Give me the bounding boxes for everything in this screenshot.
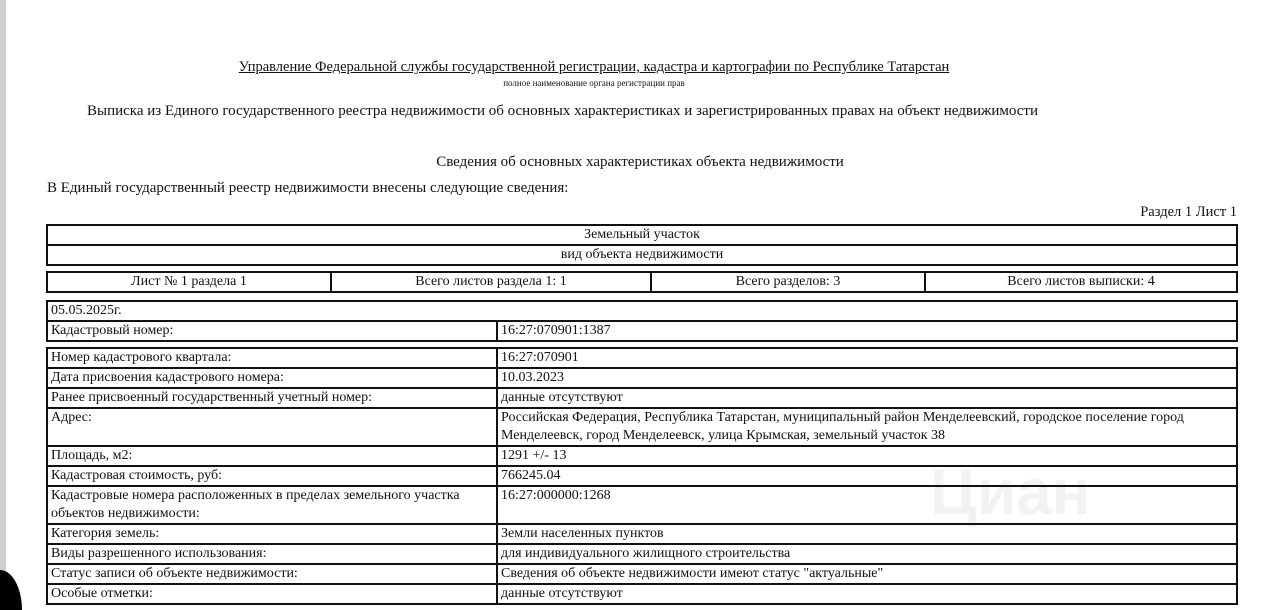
authority-name: Управление Федеральной службы государственной регистрации, кадастра и картографии по Республике Татарстан bbox=[238, 59, 950, 75]
table-row bbox=[47, 388, 1237, 408]
row-value: Земли населенных пунктов bbox=[497, 524, 1237, 544]
row-label: Площадь, м2: bbox=[47, 446, 497, 466]
table-row bbox=[47, 368, 1237, 388]
row-label: Номер кадастрового квартала: bbox=[47, 348, 497, 368]
object-type: Земельный участок bbox=[47, 225, 1237, 245]
table-row bbox=[47, 584, 1237, 604]
row-value: для индивидуального жилищного строительства bbox=[497, 544, 1237, 564]
row-label: Адрес: bbox=[47, 408, 497, 446]
table-row bbox=[47, 524, 1237, 544]
sheet-reference: Раздел 1 Лист 1 bbox=[1140, 204, 1237, 220]
table-row bbox=[47, 348, 1237, 368]
row-value: данные отсутствуют bbox=[497, 388, 1237, 408]
row-label: Кадастровая стоимость, руб: bbox=[47, 466, 497, 486]
device-corner bbox=[0, 570, 22, 610]
row-value: 16:27:070901:1387 bbox=[497, 321, 1237, 341]
row-value: 1291 +/- 13 bbox=[497, 446, 1237, 466]
table-row bbox=[47, 466, 1237, 486]
table-row bbox=[47, 408, 1237, 446]
extract-sheets-total: Всего листов выписки: 4 bbox=[925, 272, 1237, 292]
watermark-logo: Циан bbox=[930, 456, 1091, 528]
sheet-number: Лист № 1 раздела 1 bbox=[47, 272, 331, 292]
row-label: Кадастровый номер: bbox=[47, 321, 497, 341]
row-value: данные отсутствуют bbox=[497, 584, 1237, 604]
document-title: Выписка из Единого государственного реестра недвижимости об основных характеристиках и зарегистрированных правах на объект недвижимости bbox=[87, 103, 1039, 119]
object-type-caption: вид объекта недвижимости bbox=[47, 245, 1237, 265]
row-label: Виды разрешенного использования: bbox=[47, 544, 497, 564]
row-value: 16:27:070901 bbox=[497, 348, 1237, 368]
row-value: 766245.04 bbox=[497, 466, 1237, 486]
row-label: Особые отметки: bbox=[47, 584, 497, 604]
section-sheets-total: Всего листов раздела 1: 1 bbox=[331, 272, 651, 292]
row-label: Статус записи об объекте недвижимости: bbox=[47, 564, 497, 584]
table-row bbox=[47, 446, 1237, 466]
sheet-info-table bbox=[46, 271, 1238, 293]
authority-caption: полное наименование органа регистрации прав bbox=[503, 78, 685, 88]
row-label: Дата присвоения кадастрового номера: bbox=[47, 368, 497, 388]
table-row bbox=[47, 486, 1237, 524]
row-value: Сведения об объекте недвижимости имеют статус "актуальные" bbox=[497, 564, 1237, 584]
section-title: Сведения об основных характеристиках объекта недвижимости bbox=[436, 154, 844, 170]
extract-date: 05.05.2025г. bbox=[47, 301, 1237, 321]
table-row bbox=[47, 321, 1237, 341]
sections-total: Всего разделов: 3 bbox=[651, 272, 925, 292]
object-type-table bbox=[46, 224, 1238, 266]
characteristics-table bbox=[46, 347, 1238, 605]
cadastral-table bbox=[46, 300, 1238, 342]
intro-text: В Единый государственный реестр недвижимости внесены следующие сведения: bbox=[47, 180, 569, 196]
page-left-edge bbox=[0, 0, 6, 610]
row-value: Российская Федерация, Республика Татарстан, муниципальный район Менделеевский, городское поселение город Менделеевск, город Менделеевск, улица Крымская, земельный участок 38 bbox=[497, 408, 1237, 446]
row-label: Категория земель: bbox=[47, 524, 497, 544]
row-label: Кадастровые номера расположенных в пределах земельного участка объектов недвижимости: bbox=[47, 486, 497, 524]
row-value: 16:27:000000:1268 bbox=[497, 486, 1237, 524]
row-value: 10.03.2023 bbox=[497, 368, 1237, 388]
table-row bbox=[47, 564, 1237, 584]
table-row bbox=[47, 544, 1237, 564]
row-label: Ранее присвоенный государственный учетный номер: bbox=[47, 388, 497, 408]
